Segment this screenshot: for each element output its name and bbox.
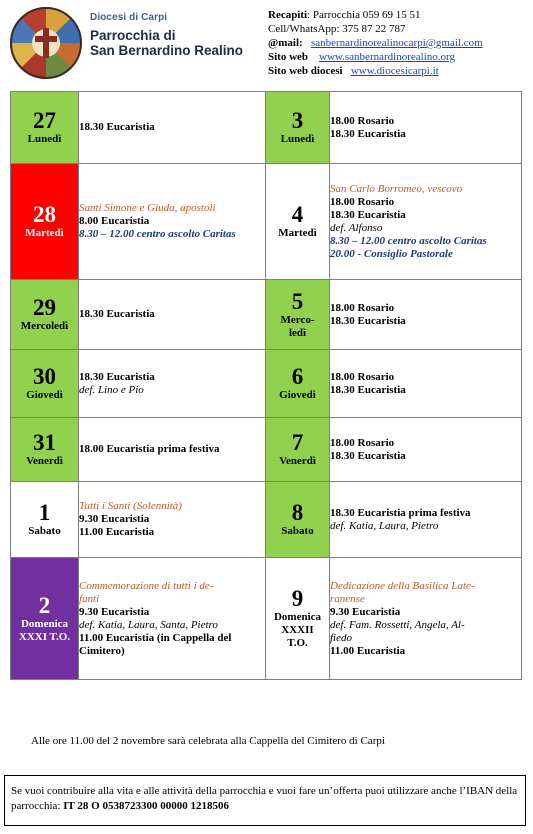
weekday-label: Giovedì bbox=[279, 389, 316, 401]
contact-phone: Recapiti: Parrocchia 059 69 15 51 bbox=[268, 9, 421, 21]
day-number: 9 bbox=[291, 586, 304, 611]
calendar-row bbox=[11, 280, 522, 350]
events-cell bbox=[79, 558, 266, 680]
events-cell bbox=[79, 92, 266, 164]
day-number: 7 bbox=[291, 430, 304, 455]
weekday-label: Domenica XXXI T.O. bbox=[18, 617, 71, 643]
events-cell bbox=[79, 164, 266, 280]
event-line: def. Fam. Rossetti, Angela, Al- fiedo bbox=[330, 618, 465, 644]
header bbox=[0, 0, 533, 84]
weekday-label: Giovedì bbox=[26, 389, 63, 401]
event-line: 11.00 Eucaristia bbox=[330, 644, 406, 657]
event-line: 18.00 Rosario bbox=[330, 301, 395, 314]
events-cell bbox=[79, 280, 266, 350]
day-cell bbox=[11, 482, 79, 558]
event-line: 18.30 Eucaristia bbox=[330, 208, 406, 221]
events-cell bbox=[330, 558, 522, 680]
weekly-calendar bbox=[10, 91, 522, 680]
weekday-label: Sabato bbox=[281, 525, 314, 537]
weekday-label: Lunedì bbox=[280, 133, 315, 145]
day-number: 4 bbox=[291, 202, 304, 227]
parish-name-line2: San Bernardino Realino bbox=[90, 43, 244, 58]
event-line: 8.30 – 12.00 centro ascolto Caritas bbox=[79, 228, 236, 240]
events-cell bbox=[330, 92, 522, 164]
event-line: 18.00 Rosario bbox=[330, 114, 395, 127]
day-number: 29 bbox=[33, 295, 56, 320]
day-number: 30 bbox=[33, 364, 56, 389]
event-line: 11.00 Eucaristia bbox=[79, 526, 155, 538]
weekday-label: Martedì bbox=[25, 227, 64, 239]
day-cell bbox=[266, 350, 330, 418]
day-cell bbox=[266, 482, 330, 558]
day-cell bbox=[266, 418, 330, 482]
weekday-label: Merco- ledì bbox=[280, 313, 315, 339]
iban-text: Se vuoi contribuire alla vita e alle attività della parrocchia e vuoi fare un’offerta puoi utilizzare anche l’IBAN della parrocchia: bbox=[11, 785, 518, 812]
events-cell bbox=[330, 350, 522, 418]
contact-cell: Cell/WhatsApp: 375 87 22 787 bbox=[268, 23, 406, 35]
day-number: 5 bbox=[291, 288, 304, 314]
parish-name-line1: Parrocchia di bbox=[90, 28, 176, 43]
day-cell bbox=[266, 280, 330, 350]
event-line: 18.30 Eucaristia bbox=[79, 121, 155, 133]
events-cell bbox=[79, 418, 266, 482]
events-cell bbox=[330, 418, 522, 482]
calendar-row bbox=[11, 558, 522, 680]
event-line: 18.30 Eucaristia bbox=[79, 308, 155, 320]
day-cell bbox=[11, 350, 79, 418]
event-line: def. Lino e Pio bbox=[79, 383, 144, 396]
weekday-label: Lunedì bbox=[27, 133, 62, 145]
event-line: 18.00 Rosario bbox=[330, 436, 395, 449]
events-cell bbox=[79, 350, 266, 418]
day-cell bbox=[11, 280, 79, 350]
event-line: Commemorazione di tutti i de- funti bbox=[79, 579, 214, 605]
calendar-row bbox=[11, 482, 522, 558]
contact-email: @mail: sanbernardinorealinocarpi@gmail.com bbox=[268, 37, 483, 49]
event-line: 18.00 Rosario bbox=[330, 370, 395, 383]
day-cell bbox=[11, 92, 79, 164]
event-line: 9.30 Eucaristia bbox=[79, 605, 150, 618]
day-cell bbox=[266, 558, 330, 680]
event-line: 20.00 - Consiglio Pastorale bbox=[330, 247, 453, 260]
day-number: 2 bbox=[38, 592, 51, 618]
events-cell bbox=[330, 280, 522, 350]
event-line: 18.00 Eucaristia prima festiva bbox=[79, 443, 220, 455]
day-cell bbox=[11, 558, 79, 680]
footnote: Alle ore 11.00 del 2 novembre sarà celebrata alla Cappella del Cimitero di Carpi bbox=[31, 735, 385, 747]
event-line: 18.30 Eucaristia bbox=[330, 127, 406, 140]
event-line: 8.00 Eucaristia bbox=[79, 215, 150, 227]
event-line: 8.30 – 12.00 centro ascolto Caritas bbox=[330, 234, 487, 247]
events-cell bbox=[330, 482, 522, 558]
day-number: 1 bbox=[38, 500, 51, 525]
calendar-row bbox=[11, 92, 522, 164]
event-line: San Carlo Borromeo, vescovo bbox=[330, 182, 463, 195]
weekday-label: Venerdì bbox=[279, 455, 316, 467]
day-cell bbox=[266, 164, 330, 280]
event-line: def. Katia, Laura, Pietro bbox=[330, 519, 439, 532]
event-line: 18.30 Eucaristia bbox=[79, 370, 155, 383]
day-cell bbox=[11, 164, 79, 280]
event-line: 18.30 Eucaristia bbox=[330, 449, 406, 462]
parish-logo bbox=[9, 6, 83, 80]
events-cell bbox=[330, 164, 522, 280]
event-line: 9.30 Eucaristia bbox=[79, 513, 150, 525]
event-line: 18.30 Eucaristia bbox=[330, 314, 406, 327]
diocese-website-link[interactable]: www.diocesicarpi.it bbox=[350, 65, 439, 77]
diocese-name: Diocesi di Carpi bbox=[90, 12, 168, 23]
event-line: Dedicazione della Basilica Late- ranense bbox=[330, 579, 475, 605]
weekday-label: Domenica XXXII T.O. bbox=[273, 611, 322, 649]
website-link[interactable]: www.sanbernardinorealino.org bbox=[319, 51, 455, 63]
event-line: 11.00 Eucaristia (in Cappella del Cimitero) bbox=[79, 631, 232, 657]
contact-web: Sito web www.sanbernardinorealino.org bbox=[268, 51, 455, 63]
calendar-row bbox=[11, 418, 522, 482]
contacts bbox=[268, 8, 483, 78]
event-line: def. Alfonso bbox=[330, 221, 383, 234]
event-line: 9.30 Eucaristia bbox=[330, 605, 401, 618]
day-number: 6 bbox=[291, 364, 304, 389]
calendar-row bbox=[11, 350, 522, 418]
calendar-row bbox=[11, 164, 522, 280]
day-number: 31 bbox=[33, 430, 56, 455]
iban-code: IT 28 O 0538723300 00000 1218506 bbox=[63, 800, 229, 812]
event-line: 18.30 Eucaristia bbox=[330, 383, 406, 396]
parish-name bbox=[90, 12, 243, 58]
event-line: 18.00 Rosario bbox=[330, 195, 395, 208]
weekday-label: Venerdì bbox=[26, 455, 63, 467]
day-cell bbox=[11, 418, 79, 482]
event-line: Tutti i Santi (Solennità) bbox=[79, 500, 182, 512]
weekday-label: Sabato bbox=[28, 525, 61, 537]
day-cell bbox=[266, 92, 330, 164]
events-cell bbox=[79, 482, 266, 558]
event-line: Santi Simone e Giuda, apostoli bbox=[79, 202, 216, 214]
day-number: 8 bbox=[291, 500, 304, 525]
event-line: 18.30 Eucaristia prima festiva bbox=[330, 506, 471, 519]
event-line: def. Katia, Laura, Santa, Pietro bbox=[79, 618, 218, 631]
iban-box bbox=[4, 775, 526, 826]
weekday-label: Mercoledì bbox=[20, 320, 69, 332]
day-number: 27 bbox=[33, 108, 56, 133]
day-number: 28 bbox=[33, 202, 56, 227]
contact-diocese-web: Sito web diocesi www.diocesicarpi.it bbox=[268, 65, 439, 77]
email-link[interactable]: sanbernardinorealinocarpi@gmail.com bbox=[310, 37, 483, 49]
day-number: 3 bbox=[291, 108, 304, 133]
weekday-label: Martedì bbox=[278, 227, 317, 239]
